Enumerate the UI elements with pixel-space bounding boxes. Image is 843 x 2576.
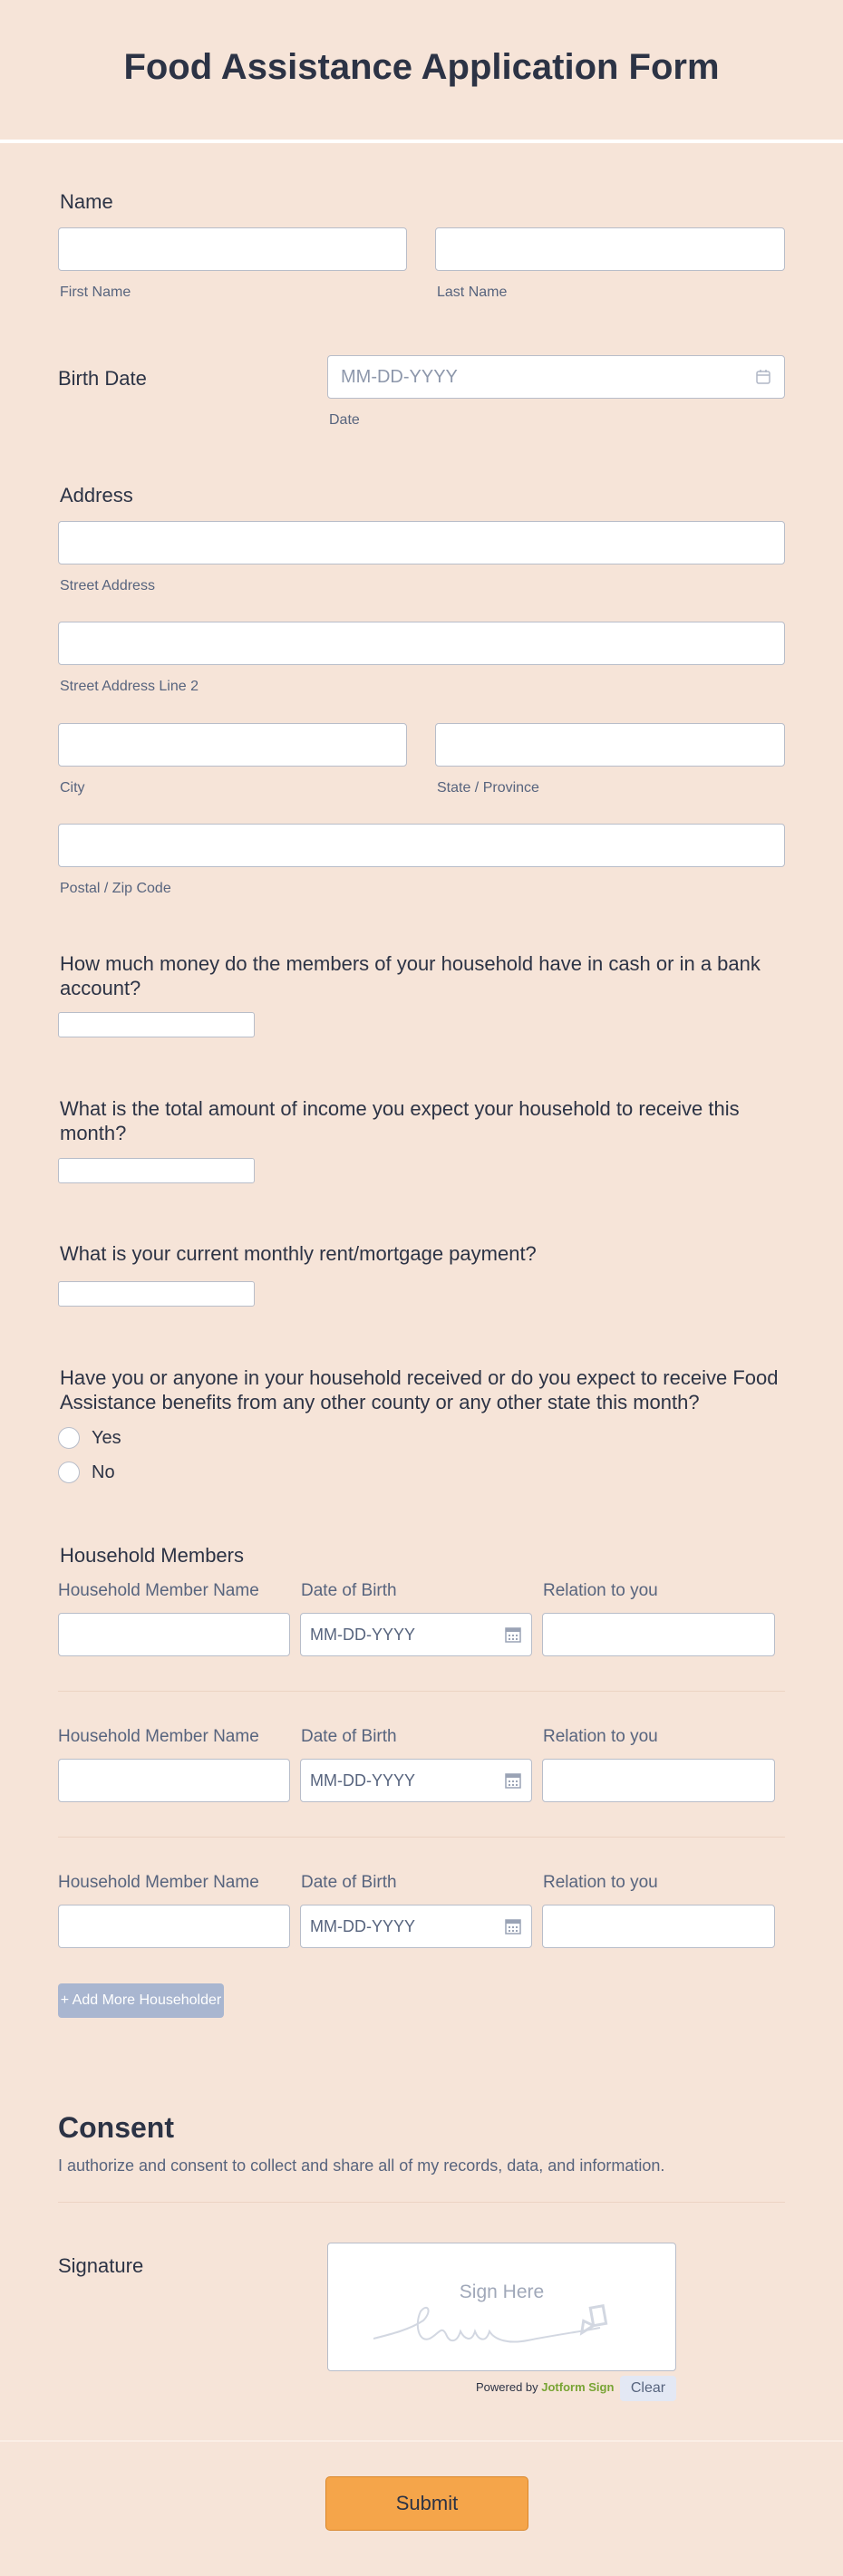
no-radio-label[interactable]: No [92,1462,115,1482]
rent-input[interactable] [58,1281,255,1307]
add-householder-button[interactable]: + Add More Householder [58,1983,224,2018]
col-date-of-birth: Date of Birth [301,1727,397,1746]
address-label: Address [60,484,133,507]
consent-title: Consent [58,2111,174,2144]
consent-text: I authorize and consent to collect and share all of my records, data, and information. [58,2156,665,2175]
signature-label: Signature [58,2254,144,2277]
member-1-dob-input[interactable] [300,1613,532,1656]
col-member-name: Household Member Name [58,1873,259,1892]
no-radio[interactable] [58,1462,80,1483]
row-divider [58,1837,785,1838]
birth-date-sublabel: Date [329,412,360,428]
benefits-question: Have you or anyone in your household received or do you expect to receive Food Assistance benefits from any other county or any other state this month? [60,1366,779,1413]
last-name-sublabel: Last Name [437,285,508,300]
sign-here-text: Sign Here [459,2282,545,2302]
col-date-of-birth: Date of Birth [301,1873,397,1892]
submit-button[interactable]: Submit [325,2476,528,2531]
calendar-icon[interactable] [504,1771,522,1790]
first-name-sublabel: First Name [60,285,131,300]
birth-date-input[interactable] [327,355,785,399]
street-address-2-input[interactable] [58,622,785,665]
cash-input[interactable] [58,1012,255,1037]
zip-sublabel: Postal / Zip Code [60,881,171,896]
member-1-name-input[interactable] [58,1613,290,1656]
col-member-name: Household Member Name [58,1581,259,1600]
street-address-sublabel: Street Address [60,578,155,593]
form-title: Food Assistance Application Form [123,47,720,87]
member-3-relation-input[interactable] [542,1905,775,1948]
consent-divider [58,2202,785,2203]
member-3-dob-placeholder: MM-DD-YYYY [310,1917,415,1935]
member-3-dob-input[interactable] [300,1905,532,1948]
income-question: What is the total amount of income you expect your household to receive this month? [60,1097,740,1144]
zip-input[interactable] [58,824,785,867]
cash-question: How much money do the members of your household have in cash or in a bank account? [60,952,761,999]
calendar-icon[interactable] [504,1626,522,1644]
row-divider [58,1691,785,1692]
city-sublabel: City [60,780,85,796]
col-date-of-birth: Date of Birth [301,1581,397,1600]
last-name-input[interactable] [435,227,785,271]
birth-date-placeholder: MM-DD-YYYY [341,367,458,387]
name-label: Name [60,190,113,213]
yes-radio[interactable] [58,1427,80,1449]
member-2-dob-placeholder: MM-DD-YYYY [310,1771,415,1790]
member-1-relation-input[interactable] [542,1613,775,1656]
street-address-input[interactable] [58,521,785,564]
calendar-icon[interactable] [754,368,772,386]
col-relation: Relation to you [543,1873,658,1892]
jotform-sign-brand[interactable]: Jotform Sign [541,2380,615,2394]
member-2-dob-input[interactable] [300,1759,532,1802]
member-1-dob-placeholder: MM-DD-YYYY [310,1626,415,1644]
income-input[interactable] [58,1158,255,1183]
state-input[interactable] [435,723,785,767]
calendar-icon[interactable] [504,1917,522,1935]
member-3-name-input[interactable] [58,1905,290,1948]
col-member-name: Household Member Name [58,1727,259,1746]
city-input[interactable] [58,723,407,767]
rent-question: What is your current monthly rent/mortgage payment? [60,1242,537,1265]
member-2-relation-input[interactable] [542,1759,775,1802]
footer-divider [0,2440,843,2442]
household-label: Household Members [60,1544,244,1567]
col-relation: Relation to you [543,1727,658,1746]
powered-by-prefix: Powered by [476,2380,542,2394]
powered-by-text [476,2380,614,2394]
street-address-2-sublabel: Street Address Line 2 [60,679,199,694]
first-name-input[interactable] [58,227,407,271]
member-2-name-input[interactable] [58,1759,290,1802]
yes-radio-label[interactable]: Yes [92,1428,121,1448]
col-relation: Relation to you [543,1581,658,1600]
state-sublabel: State / Province [437,780,539,796]
header-divider [0,140,843,143]
clear-signature-button[interactable]: Clear [620,2376,676,2401]
birth-date-label: Birth Date [58,367,147,390]
signature-pad[interactable] [327,2243,676,2371]
